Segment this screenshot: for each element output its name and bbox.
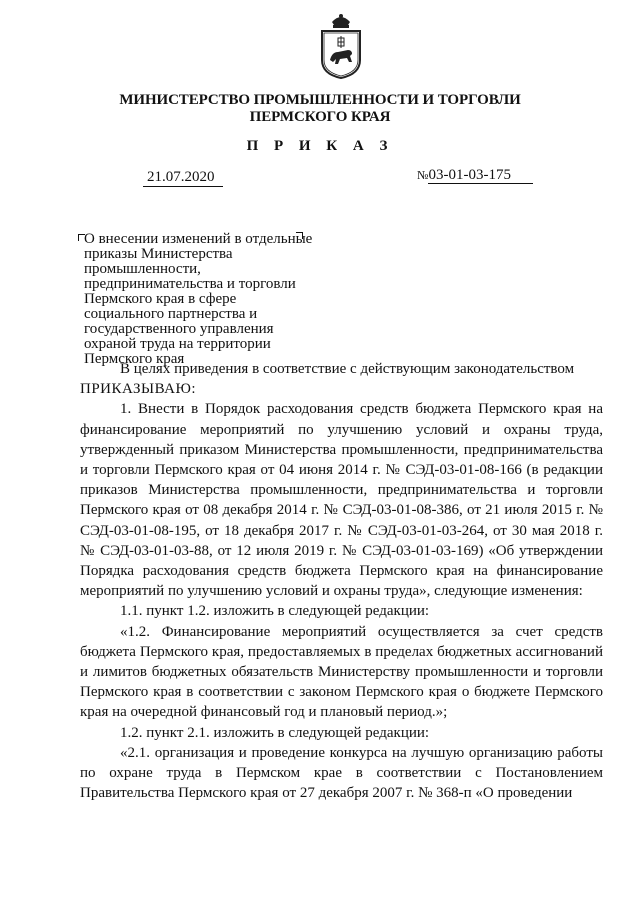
document-body — [80, 359, 603, 803]
number-sign: № — [417, 168, 429, 182]
document-type: П Р И К А З — [246, 138, 394, 154]
body-paragraph-preamble: В целях приведения в соответствие с действующим законодательством — [120, 361, 575, 377]
ministry-name-line1: МИНИСТЕРСТВО ПРОМЫШЛЕННОСТИ И ТОРГОВЛИ — [119, 92, 521, 108]
document-subject: О внесении изменений в отдельные приказы Министерства промышленности, предпринимательства и торговли Пермского края в сфере социального партнерства и государственного управления охраной труда на территории Пермского края — [84, 231, 313, 367]
perm-krai-coat-of-arms-icon — [318, 12, 364, 80]
body-paragraph-item-1-2: 1.2. пункт 2.1. изложить в следующей редакции: — [120, 724, 430, 741]
ministry-name — [0, 92, 640, 126]
body-paragraph-quote-2-1: «2.1. организация и проведение конкурса на лучшую организацию работы по охране труда в Пермском крае в соответствии с Постановлением Правительства Пермского края от 27 декабря 2007 г. № 368-п «О проведении — [80, 744, 603, 802]
body-paragraph-order: ПРИКАЗЫВАЮ: — [80, 381, 197, 398]
document-number: 03-01-03-175 — [428, 167, 533, 184]
body-paragraph-quote-1-2: «1.2. Финансирование мероприятий осуществляется за счет средств бюджета Пермского края, предоставляемых в пределах бюджетных ассигнований и лимитов бюджетных обязательств Министерству промышленности и торговли Пермского края в соответствии с законом Пермского края о бюджете Пермского края на очередной финансовый год и плановый период.»; — [80, 623, 603, 721]
body-paragraph-item-1: 1. Внести в Порядок расходования средств бюджета Пермского края на финансирование мероприятий по улучшению условий и охраны труда, утвержденный приказом Министерства промышленности, предпринимательства и торговли Пермского края от 04 июня 2014 г. № СЭД-03-01-08-166 (в редакции приказов Министерства промышленности, предпринимательства и торговли Пермского края от 08 декабря 2014 г. № СЭД-03-01-08-386, от 21 июля 2015 г. № СЭД-03-01-08-195, от 18 декабря 2017 г. № СЭД-03-01-03-264, от 30 мая 2018 г. № СЭД-03-01-03-88, от 12 июля 2019 г. № СЭД-03-01-03-169) «Об утверждении Порядка расходования средств бюджета Пермского края на финансирование мероприятий по улучшению условий и охраны труда», следующие изменения: — [80, 401, 603, 600]
body-paragraph-item-1-1: 1.1. пункт 1.2. изложить в следующей редакции: — [120, 603, 430, 620]
document-date: 21.07.2020 — [143, 169, 223, 187]
ministry-name-line2: ПЕРМСКОГО КРАЯ — [249, 109, 391, 125]
document-number-field — [417, 166, 533, 184]
